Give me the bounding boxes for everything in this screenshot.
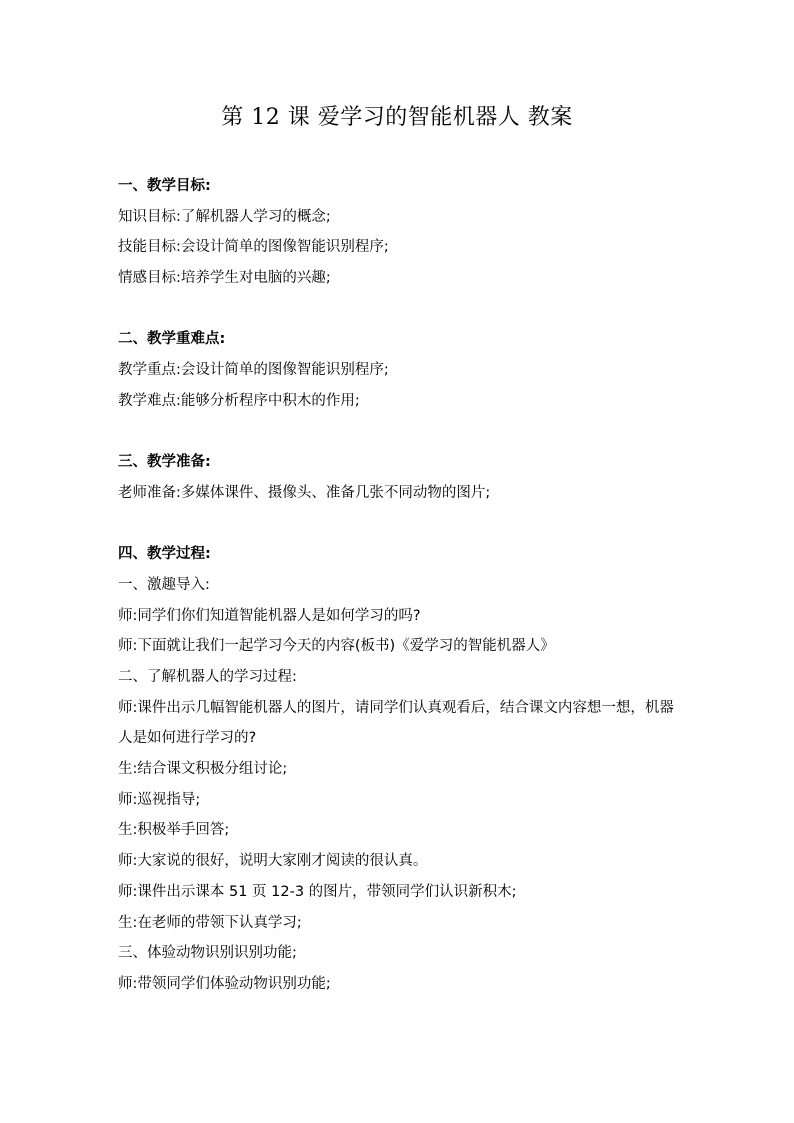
- objective-emotion: 情感目标:培养学生对电脑的兴趣;: [118, 270, 331, 287]
- section-heading-process: 四、教学过程:: [118, 546, 211, 563]
- process-step-heading: 二、了解机器人的学习过程:: [118, 669, 297, 685]
- process-line: 师:课件出示课本 51 页 12-3 的图片，带领同学们认识新积木;: [118, 883, 517, 900]
- process-step-heading: 一、激趣导入:: [118, 576, 210, 593]
- process-line: 生:积极举手回答;: [118, 822, 230, 839]
- process-line: 师:下面就让我们一起学习今天的内容(板书)《爱学习的智能机器人》: [118, 638, 555, 655]
- process-line: 师:课件出示几幅智能机器人的图片，请同学们认真观看后，结合课文内容想一想，机器人是如何进行学习的?: [118, 699, 674, 747]
- process-line: 生:结合课文积极分组讨论;: [118, 761, 288, 778]
- document-title: 第 12 课 爱学习的智能机器人 教案: [221, 105, 573, 130]
- section-spacer: [118, 294, 678, 325]
- process-step-heading: 三、体验动物识别识别功能;: [118, 945, 297, 962]
- process-line: 生:在老师的带领下认真学习;: [118, 914, 302, 931]
- section-spacer: [118, 417, 678, 448]
- process-line: 师:巡视指导;: [118, 791, 201, 808]
- objective-skill: 技能目标:会设计简单的图像智能识别程序;: [118, 239, 389, 256]
- objective-knowledge: 知识目标:了解机器人学习的概念;: [118, 208, 331, 225]
- section-heading-objectives: 一、教学目标:: [118, 178, 211, 194]
- process-line: 师:带领同学们体验动物识别功能;: [118, 975, 331, 992]
- document-body: [118, 171, 678, 1000]
- process-line: 师:同学们你们知道智能机器人是如何学习的吗?: [118, 607, 421, 624]
- teacher-preparation: 老师准备:多媒体课件、摄像头、准备几张不同动物的图片;: [118, 484, 491, 501]
- difficult-point: 教学难点:能够分析程序中积木的作用;: [118, 392, 360, 409]
- process-line: 师:大家说的很好，说明大家刚才阅读的很认真。: [118, 853, 428, 870]
- section-heading-key-points: 二、教学重难点:: [118, 331, 226, 348]
- key-point: 教学重点:会设计简单的图像智能识别程序;: [118, 362, 389, 379]
- section-spacer: [118, 509, 678, 540]
- section-heading-preparation: 三、教学准备:: [118, 454, 211, 471]
